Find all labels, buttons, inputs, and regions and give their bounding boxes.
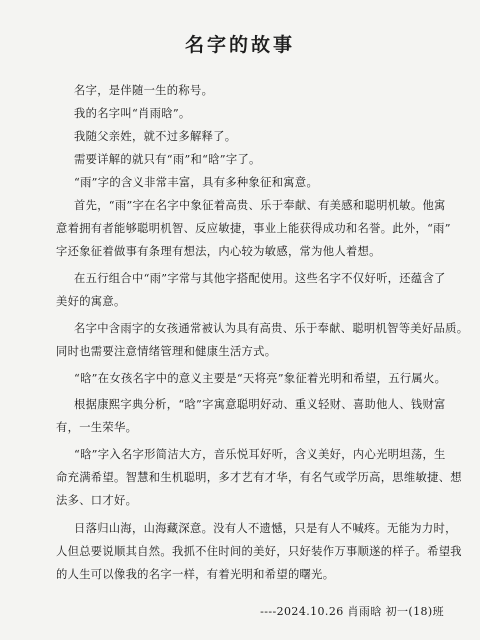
text-line: 美好的寓意。 — [56, 295, 126, 308]
text-line: 名字，是伴随一生的称号。 — [74, 84, 214, 97]
text-line: 首先，“雨”字在名字中象征着高贵、乐于奉献、有美感和聪明机敏。他寓 — [74, 199, 446, 212]
text-line: “晗”在女孩名字中的意义主要是“天将亮”象征着光明和希望，五行属火。 — [74, 372, 447, 385]
text-line: 日落归山海，山海藏深意。没有人不遗憾，只是有人不喊疼。无能为力时， — [74, 522, 457, 535]
text-line: 名字中含雨字的女孩通常被认为具有高贵、乐于奉献、聪明机智等美好品质。 — [74, 322, 469, 335]
signature: ----2024.10.26 肖雨晗 初一(18)班 — [260, 605, 444, 618]
text-line: 有，一生荣华。 — [56, 421, 138, 434]
text-line: “雨”字的含义非常丰富，具有多种象征和寓意。 — [74, 176, 319, 189]
text-line: 命充满希望。智慧和生机聪明，多才艺有才华，有名气或学历高，思维敏捷、想 — [56, 471, 462, 484]
text-line: 根据康熙字典分析，“晗”字寓意聪明好动、重义轻财、喜助他人、钱财富 — [74, 398, 446, 411]
text-line: 字还象征着做事有条理有想法，内心较为敏感，常为他人着想。 — [56, 245, 381, 258]
text-line: 意着拥有者能够聪明机智、反应敏捷，事业上能获得成功和名誉。此外，“雨” — [56, 222, 451, 235]
text-line: 在五行组合中“雨”字常与其他字搭配使用。这些名字不仅好听，还蕴含了 — [74, 272, 446, 285]
text-line: “晗”字入名字形简洁大方，音乐悦耳好听，含义美好，内心光明坦荡，生 — [74, 448, 446, 461]
text-line: 我随父亲姓，就不过多解释了。 — [74, 130, 237, 143]
text-line: 我的名字叫“肖雨晗”。 — [74, 107, 191, 120]
page-title: 名字的故事 — [184, 34, 295, 56]
text-line: 同时也需要注意情绪管理和健康生活方式。 — [56, 345, 277, 358]
text-line: 人但总要说顺其自然。我抓不住时间的美好，只好装作万事顺遂的样子。希望我 — [56, 545, 462, 558]
text-line: 的人生可以像我的名字一样，有着光明和希望的曙光。 — [56, 568, 335, 581]
text-line: 需要详解的就只有“雨”和“晗”字了。 — [74, 153, 261, 166]
text-line: 法多、口才好。 — [56, 494, 138, 507]
